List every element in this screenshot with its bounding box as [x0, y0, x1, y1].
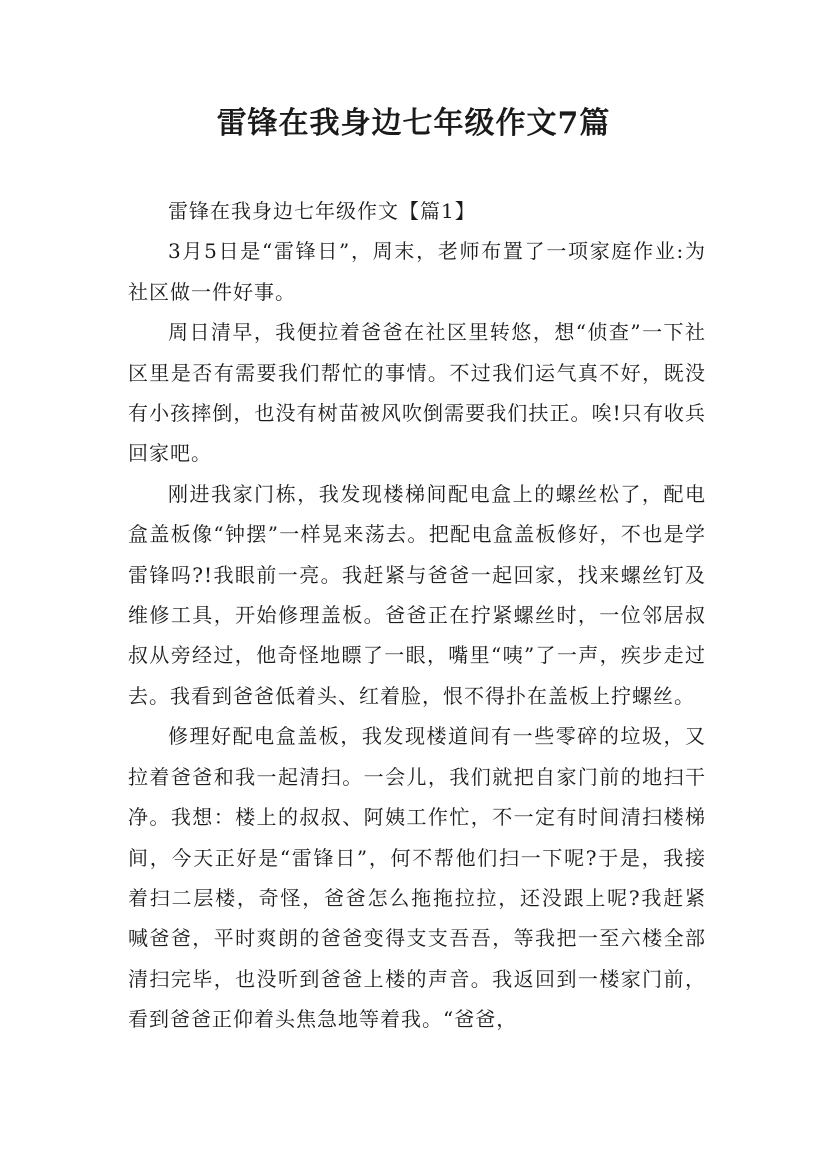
paragraph-3: 刚进我家门栋，我发现楼梯间配电盒上的螺丝松了，配电盒盖板像“钟摆”一样晃来荡去。把配电盒盖板修好，不也是学雷锋吗?!我眼前一亮。我赶紧与爸爸一起回家，找来螺丝钉及维修工具，开始修理盖板。爸爸正在拧紧螺丝时，一位邻居叔叔从旁经过，他奇怪地瞟了一眼，嘴里“咦”了一声，疾步走过去。我看到爸爸低着头、红着脸，恨不得扑在盖板上拧螺丝。 — [128, 481, 706, 708]
paragraph-4: 修理好配电盒盖板，我发现楼道间有一些零碎的垃圾，又拉着爸爸和我一起清扫。一会儿，我们就把自家门前的地扫干净。我想：楼上的叔叔、阿姨工作忙，不一定有时间清扫楼梯间，今天正好是“雷锋日”，何不帮他们扫一下呢?于是，我接着扫二层楼，奇怪，爸爸怎么拖拖拉拉，还没跟上呢?我赶紧喊爸爸，平时爽朗的爸爸变得支支吾吾，等我把一至六楼全部清扫完毕，也没听到爸爸上楼的声音。我返回到一楼家门前，看到爸爸正仰着头焦急地等着我。“爸爸， — [128, 724, 706, 1032]
paragraph-1: 3月5日是“雷锋日”，周末，老师布置了一项家庭作业:为社区做一件好事。 — [128, 239, 706, 304]
paragraph-2: 周日清早，我便拉着爸爸在社区里转悠，想“侦查”一下社区里是否有需要我们帮忙的事情。不过我们运气真不好，既没有小孩摔倒，也没有树苗被风吹倒需要我们扶正。唉!只有收兵回家吧。 — [128, 320, 706, 466]
document-body — [128, 191, 706, 1040]
section-heading: 雷锋在我身边七年级作文【篇1】 — [168, 199, 476, 223]
document-title: 雷锋在我身边七年级作文7篇 — [216, 106, 611, 141]
